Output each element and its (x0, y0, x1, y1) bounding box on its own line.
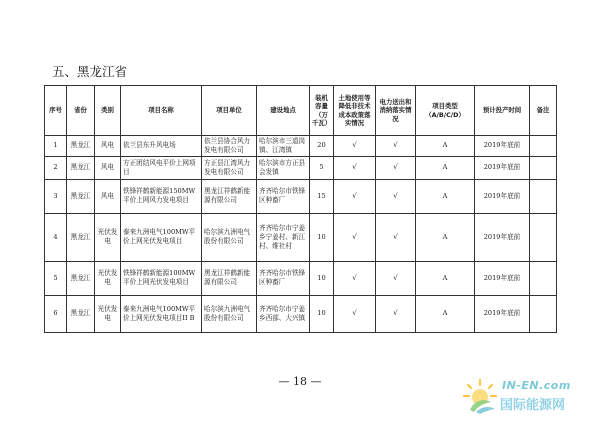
cell-category: 光伏发电 (95, 213, 121, 261)
watermark-name: 国际能源网 (500, 398, 566, 413)
cell-project-type: A (416, 295, 475, 332)
watermark-site: IN-EN.com (502, 379, 571, 392)
header-cell: 装机容量（万千瓦） (310, 86, 334, 136)
cell-no: 4 (45, 213, 67, 261)
cell-no: 6 (45, 295, 67, 332)
cell-province: 黑龙江 (67, 156, 95, 179)
cell-location: 齐齐哈尔市铁锋区种畜厂 (257, 261, 310, 295)
cell-production-date: 2019年底前 (475, 261, 530, 295)
cell-land-policy: √ (334, 295, 376, 332)
cell-capacity: 15 (310, 179, 334, 213)
cell-location: 哈尔滨市三道岗镇、江湾镇 (257, 136, 310, 157)
cell-project-unit: 哈尔滨九洲电气股份有限公司 (202, 295, 257, 332)
section-title: 五、黑龙江省 (52, 64, 128, 79)
cell-project-type: A (416, 261, 475, 295)
sun-leaf-logo-icon (460, 376, 500, 416)
cell-no: 1 (45, 136, 67, 157)
cell-project-type: A (416, 179, 475, 213)
cell-no: 5 (45, 261, 67, 295)
cell-production-date: 2019年底前 (475, 136, 530, 157)
cell-land-policy: √ (334, 136, 376, 157)
cell-category: 风电 (95, 136, 121, 157)
cell-note (530, 179, 557, 213)
cell-note (530, 261, 557, 295)
header-cell: 预计投产时间 (475, 86, 530, 136)
cell-production-date: 2019年底前 (475, 156, 530, 179)
cell-province: 黑龙江 (67, 136, 95, 157)
table-header-row (45, 86, 557, 136)
header-cell: 电力送出和消纳落实情况 (376, 86, 416, 136)
cell-project-name: 方正团结风电平价上网项目 (121, 156, 202, 179)
cell-province: 黑龙江 (67, 179, 95, 213)
cell-project-type: A (416, 213, 475, 261)
header-cell: 项目单位 (202, 86, 257, 136)
cell-power-delivery: √ (376, 261, 416, 295)
cell-power-delivery: √ (376, 136, 416, 157)
cell-project-name: 泰来九洲电气100MW平价上网光伏发电项目II B (121, 295, 202, 332)
table-row (45, 136, 557, 157)
cell-province: 黑龙江 (67, 213, 95, 261)
cell-project-name: 泰来九洲电气100MW平价上网光伏发电项目 (121, 213, 202, 261)
cell-note (530, 136, 557, 157)
cell-project-name: 铁锋祥鹤新能源100MW平价上网光伏发电项目 (121, 261, 202, 295)
cell-project-unit: 黑龙江祥鹤新能源有限公司 (202, 179, 257, 213)
project-table (44, 85, 557, 333)
header-cell: 备注 (530, 86, 557, 136)
header-cell: 土地使用等降低非技术成本政策落实情况 (334, 86, 376, 136)
header-cell: 项目类型（A/B/C/D） (416, 86, 475, 136)
cell-category: 风电 (95, 156, 121, 179)
cell-project-type: A (416, 156, 475, 179)
header-cell: 省份 (67, 86, 95, 136)
cell-project-unit: 依兰县协合风力发电有限公司 (202, 136, 257, 157)
cell-power-delivery: √ (376, 213, 416, 261)
table-row (45, 213, 557, 261)
cell-production-date: 2019年底前 (475, 295, 530, 332)
cell-power-delivery: √ (376, 295, 416, 332)
cell-project-unit: 黑龙江祥鹤新能源有限公司 (202, 261, 257, 295)
cell-capacity: 10 (310, 295, 334, 332)
cell-no: 3 (45, 179, 67, 213)
cell-province: 黑龙江 (67, 295, 95, 332)
cell-project-unit: 方正县江湾风力发电有限公司 (202, 156, 257, 179)
table-row (45, 295, 557, 332)
cell-power-delivery: √ (376, 156, 416, 179)
cell-land-policy: √ (334, 261, 376, 295)
cell-power-delivery: √ (376, 179, 416, 213)
cell-location: 齐齐哈尔市铁锋区种畜厂 (257, 179, 310, 213)
cell-capacity: 10 (310, 213, 334, 261)
table-row (45, 156, 557, 179)
cell-location: 哈尔滨市方正县会发镇 (257, 156, 310, 179)
cell-location: 齐齐哈尔市宁姜乡宁姜村、新江村、维社村 (257, 213, 310, 261)
header-cell: 建设地点 (257, 86, 310, 136)
cell-location: 齐齐哈尔市宁姜乡西部、大兴镇 (257, 295, 310, 332)
cell-land-policy: √ (334, 213, 376, 261)
cell-province: 黑龙江 (67, 261, 95, 295)
watermark (460, 376, 590, 418)
header-cell: 序号 (45, 86, 67, 136)
cell-project-type: A (416, 136, 475, 157)
header-cell: 类别 (95, 86, 121, 136)
cell-land-policy: √ (334, 156, 376, 179)
cell-capacity: 20 (310, 136, 334, 157)
cell-production-date: 2019年底前 (475, 179, 530, 213)
cell-category: 光伏发电 (95, 261, 121, 295)
cell-category: 光伏发电 (95, 295, 121, 332)
cell-capacity: 5 (310, 156, 334, 179)
cell-project-unit: 哈尔滨九洲电气股份有限公司 (202, 213, 257, 261)
page-number: — 18 — (278, 375, 322, 388)
cell-production-date: 2019年底前 (475, 213, 530, 261)
cell-no: 2 (45, 156, 67, 179)
cell-note (530, 295, 557, 332)
cell-land-policy: √ (334, 179, 376, 213)
table-row (45, 261, 557, 295)
header-cell: 项目名称 (121, 86, 202, 136)
cell-category: 风电 (95, 179, 121, 213)
cell-note (530, 213, 557, 261)
table-row (45, 179, 557, 213)
cell-project-name: 依兰县东升风电场 (121, 136, 202, 157)
cell-note (530, 156, 557, 179)
cell-project-name: 铁锋祥鹤新能源150MW平价上网风力发电项目 (121, 179, 202, 213)
cell-capacity: 10 (310, 261, 334, 295)
